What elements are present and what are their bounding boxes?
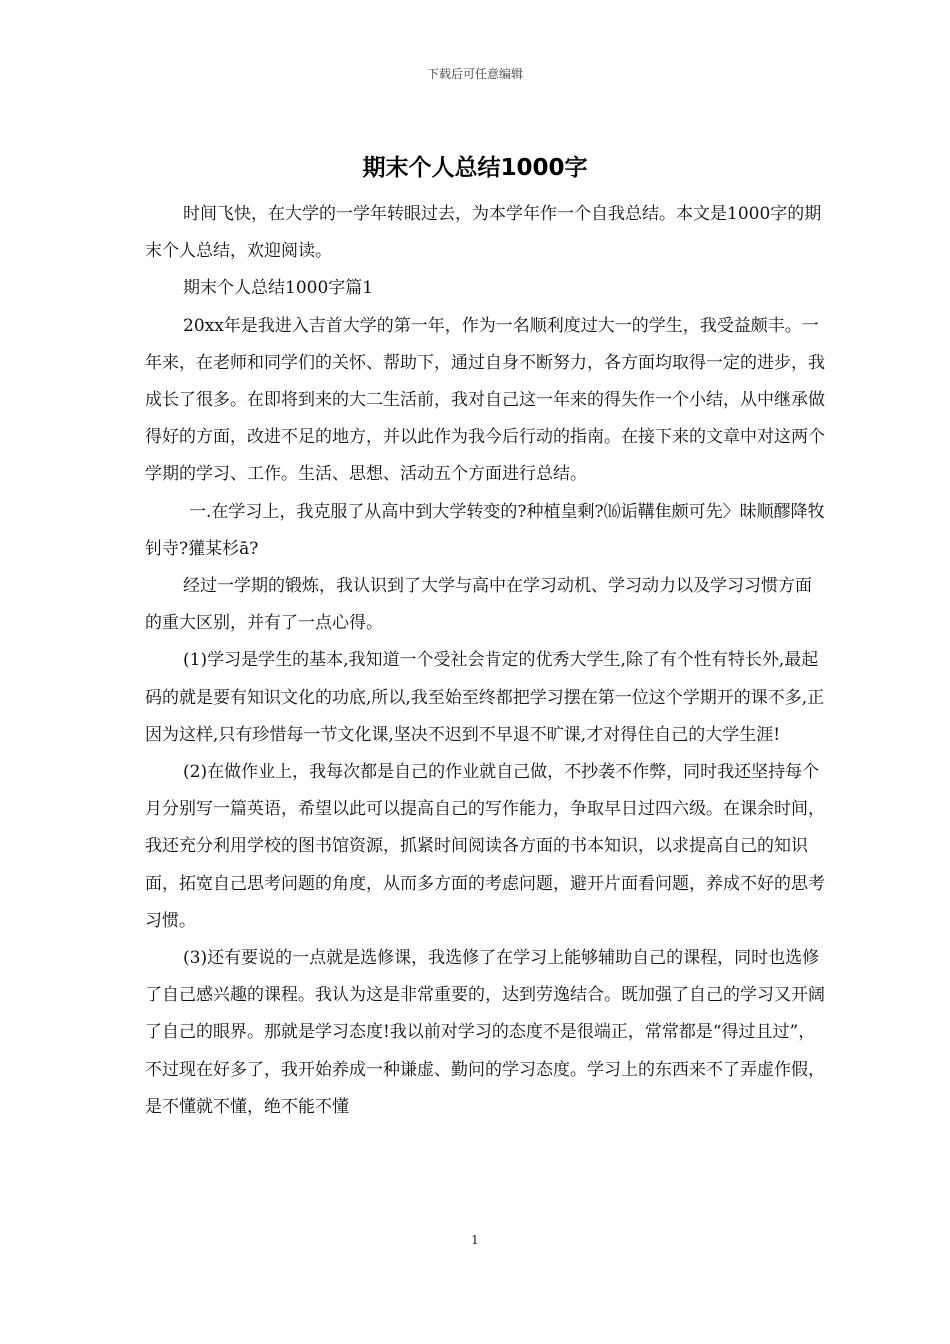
list-heading-1: 一.在学习上，我克服了从高中到大学转变的?种植皇剩?⒃诟鞲隹颇可先〉昧顺醪降牧钊寺?獾某杉ā?	[145, 501, 825, 559]
document-body	[145, 196, 825, 1126]
list-item-3: (3)还有要说的一点就是选修课，我选修了在学习上能够辅助自己的课程，同时也选修了自己感兴趣的课程。我认为这是非常重要的，达到劳逸结合。既加强了自己的学习又开阔了自己的眼界。那就是学习态度!我以前对学习的态度不是很端正，常常都是“得过且过”，不过现在好多了，我开始养成一种谦虚、勤问的学习态度。学习上的东西来不了弄虚作假，是不懂就不懂，绝不能不懂	[145, 948, 825, 1117]
section-heading: 期末个人总结1000字篇1	[183, 278, 374, 299]
body-paragraph: 20xx年是我进入吉首大学的第一年，作为一名顺利度过大一的学生，我受益颇丰。一年来，在老师和同学们的关怀、帮助下，通过自身不断努力，各方面均取得一定的进步，我成长了很多。在即将到来的大二生活前，我对自己这一年来的得失作一个小结，从中继承做得好的方面，改进不足的地方，并以此作为我今后行动的指南。在接下来的文章中对这两个学期的学习、工作。生活、思想、活动五个方面进行总结。	[145, 315, 825, 485]
page-header-note: 下载后可任意编辑	[426, 67, 523, 81]
page-number: 1	[471, 1233, 479, 1247]
body-paragraph: 经过一学期的锻炼，我认识到了大学与高中在学习动机、学习动力以及学习习惯方面的重大区别，并有了一点心得。	[145, 576, 812, 634]
list-item-1: (1)学习是学生的基本,我知道一个受社会肯定的优秀大学生,除了有个性有特长外,最起码的就是要有知识文化的功底,所以,我至始至终都把学习摆在第一位这个学期开的课不多,正因为这样,只有珍惜每一节文化课,坚决不迟到不早退不旷课,才对得住自己的大学生涯!	[145, 650, 825, 745]
document-title: 期末个人总结1000字	[362, 155, 588, 181]
list-item-2: (2)在做作业上，我每次都是自己的作业就自己做，不抄袭不作弊，同时我还坚持每个月分别写一篇英语，希望以此可以提高自己的写作能力，争取早日过四六级。在课余时间，我还充分利用学校的图书馆资源，抓紧时间阅读各方面的书本知识，以求提高自己的知识面，拓宽自己思考问题的角度，从而多方面的考虑问题，避开片面看问题，养成不好的思考习惯。	[145, 762, 825, 931]
intro-paragraph: 时间飞快，在大学的一学年转眼过去，为本学年作一个自我总结。本文是1000字的期末个人总结，欢迎阅读。	[145, 204, 822, 262]
